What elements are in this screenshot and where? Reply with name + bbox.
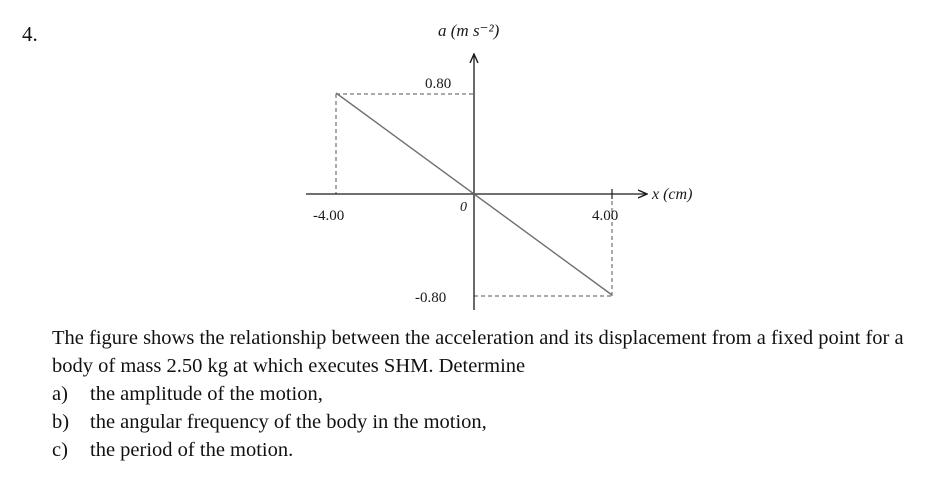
x-tick-label-negative: -4.00 xyxy=(313,208,345,224)
question-body xyxy=(52,324,942,464)
question-part-b xyxy=(52,408,942,436)
part-c-text: the period of the motion. xyxy=(90,439,294,461)
question-parts xyxy=(52,380,942,464)
x-tick-label-positive: 4.00 xyxy=(592,208,619,224)
part-c-letter: c) xyxy=(52,439,68,461)
question-stem: The figure shows the relationship between the acceleration and its displacement from a fixed point for a body of mass 2.50 kg at which executes SHM. Determine xyxy=(52,327,904,377)
question-part-c xyxy=(52,436,942,464)
part-b-text: the angular frequency of the body in the motion, xyxy=(90,411,487,433)
y-tick-label-positive: 0.80 xyxy=(425,76,452,92)
x-axis-label: x (cm) xyxy=(652,186,693,203)
question-part-a xyxy=(52,380,942,408)
part-a-text: the amplitude of the motion, xyxy=(90,383,323,405)
question-number: 4. xyxy=(22,22,38,46)
y-tick-label-negative: -0.80 xyxy=(415,290,447,306)
part-a-letter: a) xyxy=(52,383,68,405)
part-b-letter: b) xyxy=(52,411,70,433)
y-axis-label: a (m s⁻²) xyxy=(438,21,500,40)
origin-label: 0 xyxy=(460,200,467,215)
